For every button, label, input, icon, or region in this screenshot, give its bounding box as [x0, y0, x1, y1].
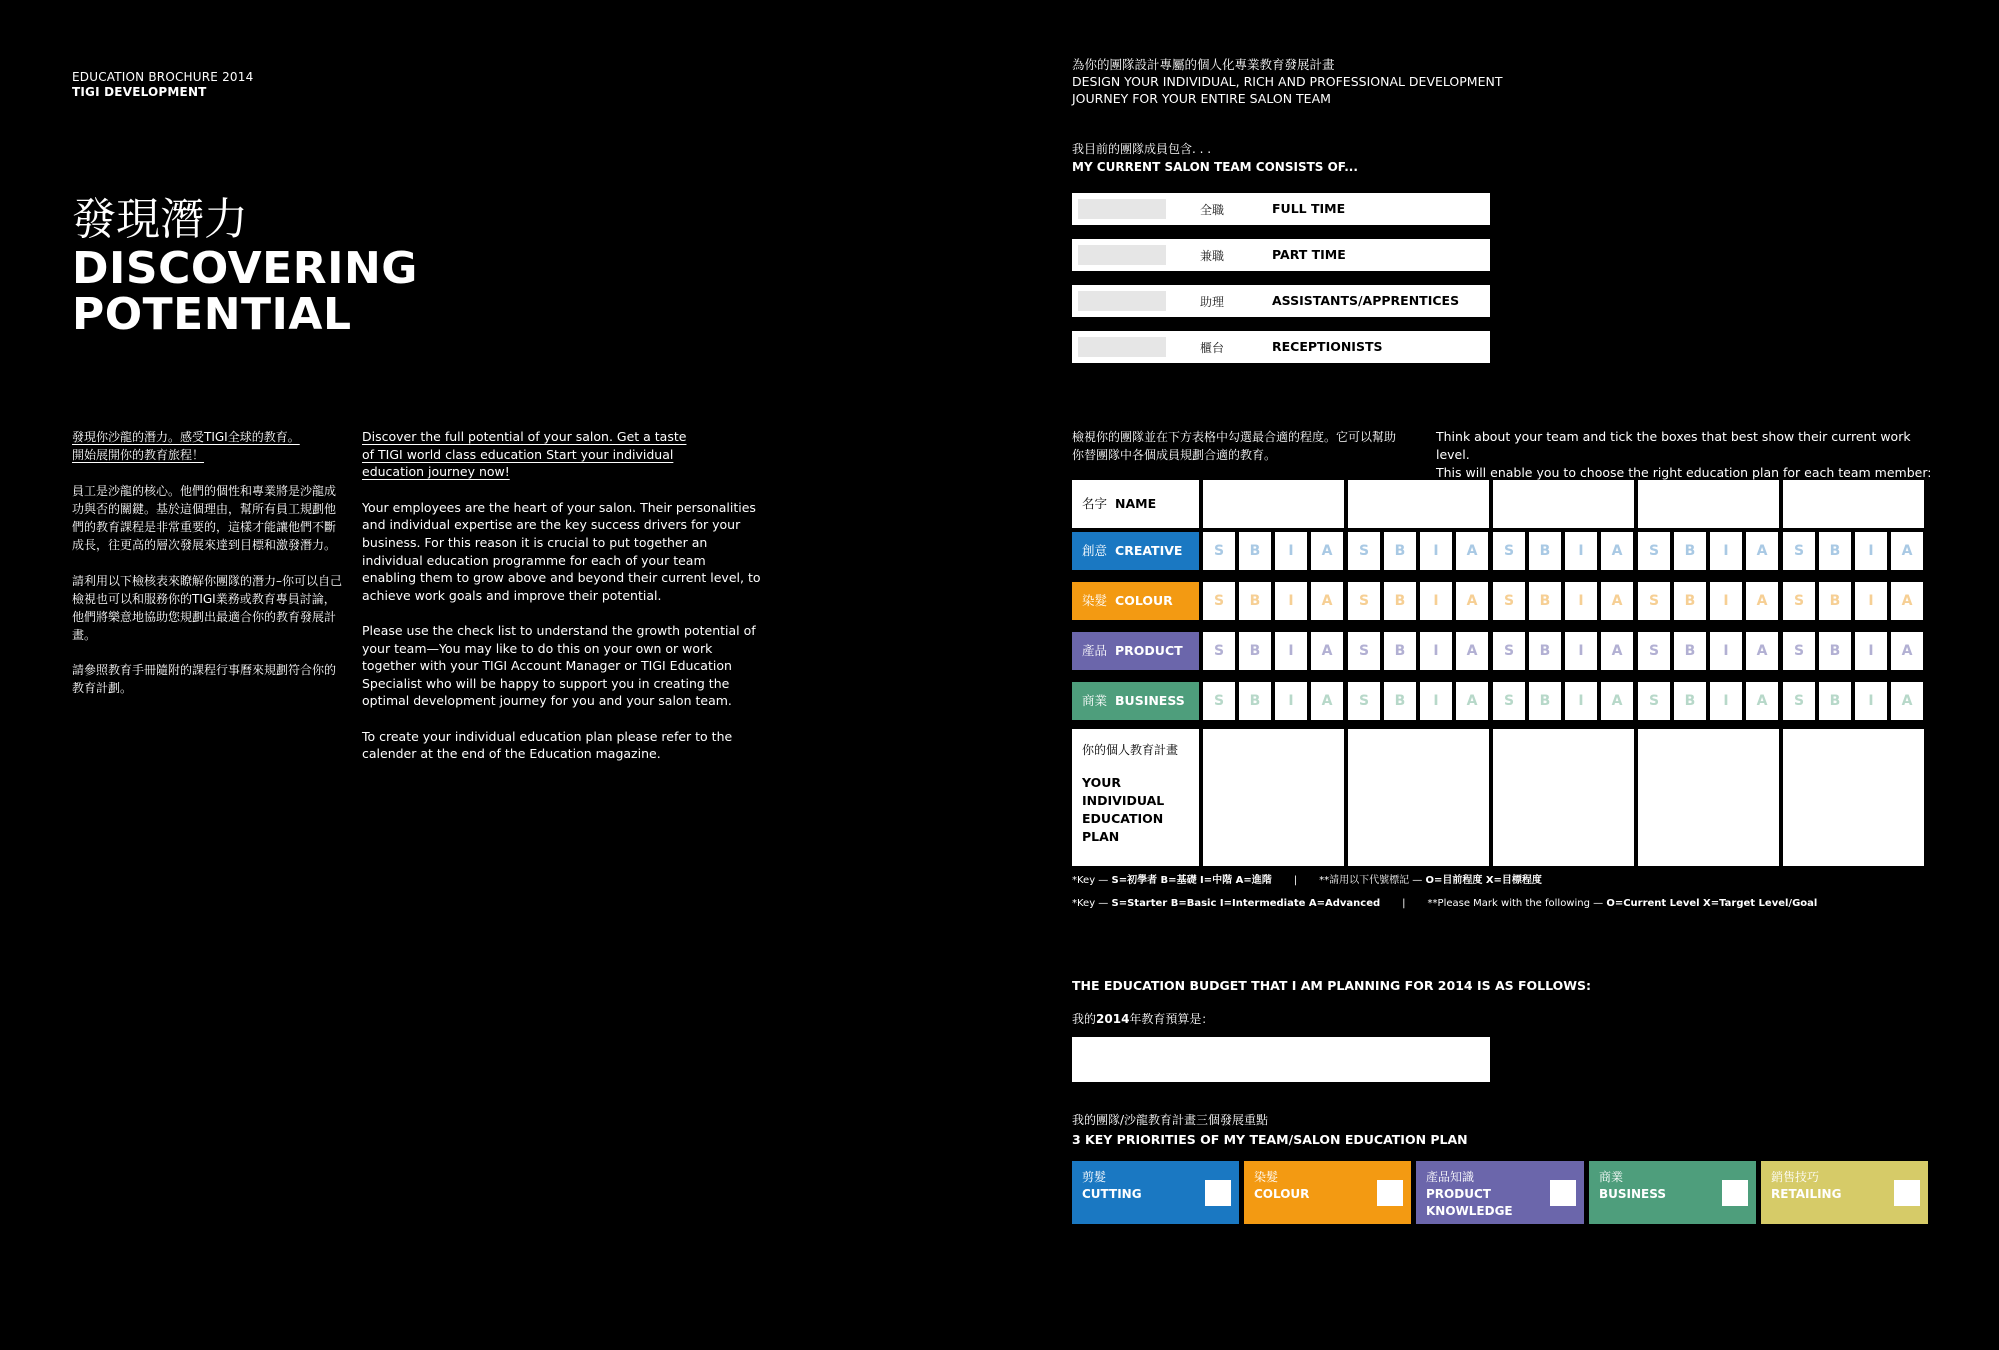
priority-label-zh: 銷售技巧	[1771, 1170, 1820, 1184]
priority-checkbox[interactable]	[1377, 1180, 1403, 1206]
level-checkbox[interactable]: I	[1565, 582, 1597, 620]
level-checkbox[interactable]: B	[1384, 682, 1416, 720]
level-checkbox[interactable]: I	[1275, 632, 1307, 670]
name-input[interactable]	[1783, 480, 1924, 528]
key-separator: |	[1293, 875, 1298, 886]
level-checkbox[interactable]: S	[1783, 632, 1815, 670]
priority-label-en: RETAILING	[1771, 1187, 1842, 1201]
tick-instructions-zh-line2: 你替團隊中各個成員規劃合適的教育。	[1072, 448, 1277, 462]
priority-checkbox[interactable]	[1894, 1180, 1920, 1206]
key-note-prefix-en: **Please Mark with the following —	[1427, 898, 1607, 909]
level-checkbox[interactable]: B	[1384, 582, 1416, 620]
level-checkbox[interactable]: B	[1819, 532, 1851, 570]
skill-label-zh: 染髮	[1082, 593, 1108, 608]
level-checkbox[interactable]: A	[1601, 632, 1633, 670]
priority-label-en: COLOUR	[1254, 1187, 1310, 1201]
skill-row-colour	[1072, 579, 1928, 629]
level-checkbox[interactable]: B	[1239, 582, 1271, 620]
level-checkbox[interactable]: A	[1601, 532, 1633, 570]
plan-input[interactable]	[1493, 729, 1634, 866]
priority-label-en: CUTTING	[1082, 1187, 1142, 1201]
level-checkbox[interactable]: I	[1565, 632, 1597, 670]
page-title	[72, 194, 418, 338]
level-checkbox[interactable]: B	[1674, 632, 1706, 670]
level-checkbox[interactable]: I	[1275, 532, 1307, 570]
priority-product-knowledge	[1416, 1161, 1584, 1224]
level-checkbox[interactable]: I	[1710, 682, 1742, 720]
priorities-row	[1072, 1161, 1928, 1224]
intro-lead-zh	[72, 428, 344, 464]
level-checkbox[interactable]: S	[1783, 682, 1815, 720]
level-key-zh	[1072, 874, 1542, 888]
plan-label-en-line3: EDUCATION	[1082, 811, 1164, 826]
level-checkbox[interactable]: B	[1674, 682, 1706, 720]
level-checkbox[interactable]: A	[1891, 682, 1923, 720]
level-checkbox[interactable]: S	[1348, 682, 1380, 720]
level-checkbox[interactable]: A	[1456, 532, 1488, 570]
skill-label-zh: 產品	[1082, 643, 1108, 658]
level-checkbox[interactable]: A	[1746, 632, 1778, 670]
tick-instructions-zh-line1: 檢視你的團隊並在下方表格中勾選最合適的程度。它可以幫助	[1072, 430, 1397, 444]
plan-row	[1072, 729, 1928, 866]
skill-label-en: COLOUR	[1115, 593, 1173, 608]
development-header-en-line1: DESIGN YOUR INDIVIDUAL, RICH AND PROFESSIONAL DEVELOPMENT	[1072, 74, 1503, 89]
level-checkbox[interactable]: B	[1819, 682, 1851, 720]
level-checkbox[interactable]: A	[1601, 582, 1633, 620]
team-count-input[interactable]	[1078, 199, 1166, 219]
skill-label-zh: 創意	[1082, 543, 1108, 558]
team-row-part-time	[1072, 239, 1490, 271]
key-note-en: O=Current Level X=Target Level/Goal	[1606, 898, 1818, 909]
skill-row-label	[1072, 582, 1199, 620]
level-checkbox[interactable]: A	[1456, 582, 1488, 620]
key-prefix: *Key —	[1072, 875, 1112, 886]
skill-label-en: CREATIVE	[1115, 543, 1183, 558]
level-checkbox[interactable]: B	[1674, 582, 1706, 620]
level-checkbox[interactable]: I	[1855, 532, 1887, 570]
name-input[interactable]	[1493, 480, 1634, 528]
key-levels-zh: S=初學者 B=基礎 I=中階 A=進階	[1111, 875, 1272, 886]
level-checkbox[interactable]: S	[1348, 532, 1380, 570]
name-label-zh: 名字	[1082, 496, 1108, 511]
level-checkbox[interactable]: S	[1493, 582, 1525, 620]
level-checkbox[interactable]: B	[1384, 532, 1416, 570]
level-checkbox[interactable]: B	[1819, 582, 1851, 620]
budget-input[interactable]	[1072, 1037, 1490, 1082]
budget-zh-prefix: 我的	[1072, 1012, 1097, 1026]
intro-column-en	[362, 428, 762, 780]
priority-label-en: BUSINESS	[1599, 1187, 1666, 1201]
level-checkbox[interactable]: B	[1819, 632, 1851, 670]
intro-lead-en-line1: Discover the full potential of your salon. Get a taste	[362, 429, 687, 444]
skill-label-en: PRODUCT	[1115, 643, 1183, 658]
level-checkbox[interactable]: I	[1710, 582, 1742, 620]
team-row-label-zh: 兼職	[1200, 249, 1225, 263]
level-checkbox[interactable]: B	[1384, 632, 1416, 670]
skill-row-label	[1072, 632, 1199, 670]
priority-label-zh: 剪髮	[1082, 1170, 1107, 1184]
level-checkbox[interactable]: I	[1420, 682, 1452, 720]
level-checkbox[interactable]: B	[1239, 532, 1271, 570]
brochure-header	[72, 70, 253, 100]
plan-label-zh: 你的個人教育計畫	[1082, 743, 1179, 757]
priority-business	[1589, 1161, 1756, 1224]
level-checkbox[interactable]: I	[1420, 582, 1452, 620]
intro-paragraph-zh-3: 請參照教育手冊隨附的課程行事曆來規劃符合你的教育計劃。	[72, 663, 337, 696]
development-header-en-line2: JOURNEY FOR YOUR ENTIRE SALON TEAM	[1072, 91, 1331, 106]
name-input[interactable]	[1638, 480, 1779, 528]
level-checkbox[interactable]: S	[1203, 532, 1235, 570]
team-heading-zh: 我目前的團隊成員包含. . .	[1072, 142, 1212, 156]
intro-paragraph-en-3: To create your individual education plan please refer to the calender at the end of the Education magazine.	[362, 728, 733, 762]
skill-row-label	[1072, 532, 1199, 570]
level-checkbox[interactable]: S	[1638, 532, 1670, 570]
skill-label-en: BUSINESS	[1115, 693, 1185, 708]
team-row-label-en: ASSISTANTS/APPRENTICES	[1272, 293, 1460, 308]
tick-instructions-zh	[1072, 428, 1422, 464]
level-checkbox[interactable]: A	[1891, 532, 1923, 570]
team-row-label-en: PART TIME	[1272, 247, 1346, 262]
team-row-receptionists	[1072, 331, 1490, 363]
level-checkbox[interactable]: S	[1638, 582, 1670, 620]
intro-lead-en-line2: of TIGI world class education Start your individual	[362, 446, 674, 462]
team-count-input[interactable]	[1078, 245, 1166, 265]
name-label-en: NAME	[1115, 496, 1157, 511]
level-checkbox[interactable]: S	[1493, 532, 1525, 570]
key-prefix: *Key —	[1072, 898, 1112, 909]
intro-lead-zh-line2: 開始展開你的教育旅程！	[72, 448, 205, 462]
plan-input[interactable]	[1348, 729, 1489, 866]
level-checkbox[interactable]: A	[1601, 682, 1633, 720]
team-row-label-en: RECEPTIONISTS	[1272, 339, 1383, 354]
level-checkbox[interactable]: A	[1746, 532, 1778, 570]
intro-lead-zh-line1: 發現你沙龍的潛力。感受TIGI全球的教育。	[72, 430, 300, 444]
priorities-heading-en: 3 KEY PRIORITIES OF MY TEAM/SALON EDUCATION PLAN	[1072, 1132, 1468, 1147]
level-checkbox[interactable]: A	[1456, 682, 1488, 720]
skill-row-business	[1072, 679, 1928, 729]
priority-label-zh: 商業	[1599, 1170, 1624, 1184]
level-checkbox[interactable]: A	[1311, 632, 1343, 670]
level-checkbox[interactable]: I	[1855, 582, 1887, 620]
level-checkbox[interactable]: S	[1638, 632, 1670, 670]
level-checkbox[interactable]: I	[1420, 532, 1452, 570]
name-row	[1072, 480, 1928, 529]
level-checkbox[interactable]: A	[1746, 582, 1778, 620]
level-checkbox[interactable]: S	[1783, 532, 1815, 570]
priority-checkbox[interactable]	[1550, 1180, 1576, 1206]
team-row-assistants	[1072, 285, 1490, 317]
team-heading	[1072, 140, 1358, 176]
level-rows	[1072, 529, 1928, 729]
intro-paragraph-zh-1: 員工是沙龍的核心。他們的個性和專業將是沙龍成功與否的關鍵。基於這個理由，幫所有員工規劃他們的教育課程是非常重要的，這樣才能讓他們不斷成長，往更高的層次發展來達到目標和激發潛力。	[72, 484, 337, 552]
level-checkbox[interactable]: S	[1783, 582, 1815, 620]
level-checkbox[interactable]: I	[1855, 682, 1887, 720]
plan-label-en-line2: INDIVIDUAL	[1082, 793, 1165, 808]
budget-zh-suffix: 年教育預算是：	[1129, 1012, 1214, 1026]
name-row-label	[1072, 480, 1199, 528]
key-levels-en: S=Starter B=Basic I=Intermediate A=Advanced	[1111, 898, 1381, 909]
level-checkbox[interactable]: I	[1275, 582, 1307, 620]
plan-label-en-line1: YOUR	[1082, 775, 1122, 790]
page-title-en-line1: DISCOVERING	[72, 243, 418, 294]
level-checkbox[interactable]: I	[1710, 632, 1742, 670]
level-checkbox[interactable]: A	[1311, 682, 1343, 720]
level-checkbox[interactable]: S	[1493, 682, 1525, 720]
level-checkbox[interactable]: A	[1746, 682, 1778, 720]
plan-input[interactable]	[1783, 729, 1924, 866]
priority-checkbox[interactable]	[1205, 1180, 1231, 1206]
team-count-form	[1072, 193, 1490, 377]
priority-label-zh: 產品知識	[1426, 1170, 1475, 1184]
intro-paragraph-en-2: Please use the check list to understand the growth potential of your team—You may like to do this on your own or work together with your TIGI Account Manager or TIGI Education Specialist who will be happy to support you in creating the optimal development journey for you and your salon team.	[362, 622, 756, 709]
level-checkbox[interactable]: S	[1348, 632, 1380, 670]
name-input[interactable]	[1203, 480, 1344, 528]
intro-paragraph-en-1: Your employees are the heart of your salon. Their personalities and individual expertise are the key success drivers for your business. For this reason it is crucial to put together an individual education programme for each of your team enabling them to grow above and beyond their current level, to achieve work goals and improve their potential.	[362, 499, 761, 603]
intro-lead-en	[362, 428, 762, 481]
level-checkbox[interactable]: S	[1638, 682, 1670, 720]
budget-zh-year: 2014	[1096, 1012, 1130, 1026]
level-checkbox[interactable]: B	[1674, 532, 1706, 570]
level-checkbox[interactable]: S	[1203, 682, 1235, 720]
level-checkbox[interactable]: B	[1239, 682, 1271, 720]
skill-row-creative	[1072, 529, 1928, 579]
development-header	[1072, 56, 1502, 107]
skill-row-label	[1072, 682, 1199, 720]
level-checkbox[interactable]: I	[1855, 632, 1887, 670]
intro-lead-en-line3: education journey now!	[362, 464, 510, 480]
key-note-zh: O=目前程度 X=目標程度	[1425, 875, 1542, 886]
level-checkbox[interactable]: I	[1565, 682, 1597, 720]
level-checkbox[interactable]: A	[1311, 582, 1343, 620]
level-checkbox[interactable]: B	[1529, 632, 1561, 670]
level-checkbox[interactable]: A	[1311, 532, 1343, 570]
level-key-en	[1072, 897, 1817, 911]
level-checkbox[interactable]: S	[1493, 632, 1525, 670]
priority-label-zh: 染髮	[1254, 1170, 1279, 1184]
skill-label-zh: 商業	[1082, 693, 1108, 708]
level-checkbox[interactable]: B	[1529, 582, 1561, 620]
tick-instructions-en	[1436, 428, 1936, 482]
team-count-input[interactable]	[1078, 337, 1166, 357]
team-row-label-en: FULL TIME	[1272, 201, 1346, 216]
intro-column-zh	[72, 428, 344, 715]
tick-instructions-en-line2: This will enable you to choose the right education plan for each team member:	[1436, 465, 1932, 480]
team-heading-en: MY CURRENT SALON TEAM CONSISTS OF...	[1072, 160, 1358, 174]
budget-heading-en: THE EDUCATION BUDGET THAT I AM PLANNING FOR 2014 IS AS FOLLOWS:	[1072, 978, 1592, 993]
intro-paragraph-zh-2: 請利用以下檢核表來瞭解你團隊的潛力–你可以自己檢視也可以和服務你的TIGI業務或教育專員討論，他們將樂意地協助您規劃出最適合你的教育發展計畫。	[72, 573, 343, 642]
brochure-title: EDUCATION BROCHURE 2014	[72, 70, 254, 84]
name-input[interactable]	[1348, 480, 1489, 528]
level-checkbox[interactable]: S	[1348, 582, 1380, 620]
level-checkbox[interactable]: A	[1456, 632, 1488, 670]
skill-level-grid	[1072, 480, 1928, 866]
level-checkbox[interactable]: I	[1420, 632, 1452, 670]
key-note-prefix-zh: **請用以下代號標記 —	[1319, 875, 1426, 886]
page-title-zh: 發現潛力	[72, 194, 248, 245]
level-checkbox[interactable]: I	[1565, 532, 1597, 570]
team-row-label-zh: 櫃台	[1200, 341, 1225, 355]
level-checkbox[interactable]: A	[1891, 632, 1923, 670]
priorities-heading-zh: 我的團隊/沙龍教育計畫三個發展重點	[1072, 1113, 1269, 1127]
level-checkbox[interactable]: I	[1275, 682, 1307, 720]
level-checkbox[interactable]: B	[1529, 532, 1561, 570]
team-row-full-time	[1072, 193, 1490, 225]
plan-input[interactable]	[1203, 729, 1344, 866]
key-separator: |	[1402, 898, 1406, 909]
level-checkbox[interactable]: S	[1203, 632, 1235, 670]
brochure-subtitle: TIGI DEVELOPMENT	[72, 85, 207, 99]
page-title-en-line2: POTENTIAL	[72, 289, 352, 340]
plan-label-en-line4: PLAN	[1082, 829, 1120, 844]
priority-cutting	[1072, 1161, 1239, 1224]
priority-label-en: PRODUCT KNOWLEDGE	[1426, 1187, 1513, 1218]
team-row-label-zh: 助理	[1200, 295, 1225, 309]
level-checkbox[interactable]: S	[1203, 582, 1235, 620]
budget-heading-zh	[1072, 1010, 1213, 1027]
development-header-zh: 為你的團隊設計專屬的個人化專業教育發展計畫	[1072, 57, 1335, 72]
level-checkbox[interactable]: B	[1529, 682, 1561, 720]
level-checkbox[interactable]: B	[1239, 632, 1271, 670]
level-checkbox[interactable]: A	[1891, 582, 1923, 620]
team-count-input[interactable]	[1078, 291, 1166, 311]
tick-instructions-en-line1: Think about your team and tick the boxes that best show their current work level.	[1436, 429, 1911, 462]
priority-checkbox[interactable]	[1722, 1180, 1748, 1206]
level-checkbox[interactable]: I	[1710, 532, 1742, 570]
priority-colour	[1244, 1161, 1411, 1224]
priority-retailing	[1761, 1161, 1928, 1224]
team-row-label-zh: 全職	[1200, 203, 1225, 217]
skill-row-product	[1072, 629, 1928, 679]
plan-row-label	[1072, 729, 1199, 866]
plan-input[interactable]	[1638, 729, 1779, 866]
